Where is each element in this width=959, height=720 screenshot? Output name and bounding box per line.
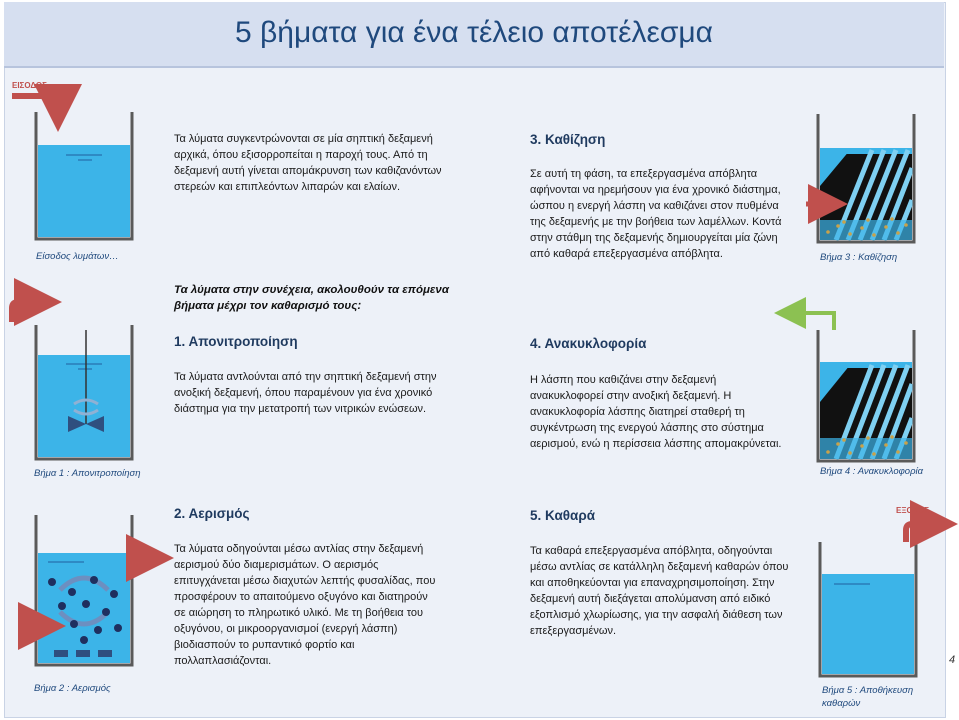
step4-description: Η λάσπη που καθιζάνει στην δεξαμενή ανακυκλοφορεί στην ανοξική δεξαμενή. Η ανακυκλοφορία λάσπης διατηρεί σταθερή τη συγκέντρωση της ενεργού λάσπης στο σύστημα αερισμού, ενώ η περίσσεια λάσπης απομακρύνεται. [530, 374, 782, 450]
step1-description: Τα λύματα αντλούνται από την σηπτική δεξαμενή στην ανοξική δεξαμενή, όπου παραμένουν για ένα χρονικό διάστημα για την μετατροπή των νιτρικών ενώσεων. [174, 371, 437, 415]
outlet-label: ΕΞΟΔΟΣ [896, 506, 930, 515]
inlet-label: ΕΙΣΟΔΟΣ [12, 81, 47, 90]
step1-heading: 1. Απονιτροποίηση [174, 334, 298, 349]
inlet-arrow [12, 96, 58, 108]
outlet-arrow [906, 524, 934, 542]
inlet-description: Τα λύματα συγκεντρώνονται σε μία σηπτική δεξαμενή αρχικά, όπου εξισορροπείται η παροχή τους. Από τη δεξαμενή αυτή γίνεται απομάκρυνση των καθιζανόντων στερεών και επιπλεόντων λιπαρών και ελαίων. [174, 133, 442, 193]
denitrification-tank [12, 302, 132, 459]
step5-heading: 5. Καθαρά [530, 508, 595, 523]
step5-description: Τα καθαρά επεξεργασμένα απόβλητα, οδηγούνται μέσω αντλίας σε κατάλληλη δεξαμενή καθαρών όπου και αποθηκεύονται για επαναχρησιμοποίηση. Στην δεξαμενή αυτή διεξάγεται απολύμανση από ειδικό εξοπλισμό χλωρίωσης, για την ασφαλή διάθεση των επεξεργασμένων. [530, 545, 789, 637]
step4-caption: Βήμα 4 : Ανακυκλοφορία [820, 466, 924, 477]
step5-caption: Βήμα 5 : Αποθήκευση καθαρών [822, 685, 914, 709]
step2-caption: Βήμα 2 : Αερισμός [34, 683, 111, 694]
clean-water-tank [820, 524, 934, 676]
step2-heading: 2. Αερισμός [174, 506, 250, 521]
recirculation-arrow [790, 313, 834, 330]
step3-caption: Βήμα 3 : Καθίζηση [820, 252, 898, 263]
page-number: 4 [949, 654, 956, 666]
inlet-tank [12, 96, 132, 239]
page-title: 5 βήματα για ένα τέλειο αποτέλεσμα [235, 16, 713, 49]
intro-text: Τα λύματα στην συνέχεια, ακολουθούν τα επόμενα βήματα μέχρι τον καθαρισμό τους: [174, 284, 449, 312]
step3-description: Σε αυτή τη φάση, τα επεξεργασμένα απόβλητα αφήνονται να ηρεμήσουν για ένα χρονικό διάστημα, ώσπου η ενεργή λάσπη να καθιζάνει στον πυθμένα της δεξαμενής με την βοήθεια των λαμέλλων. Κοντά στην στάθμη της δεξαμενής δημιουργείται μία ζώνη από καθαρά επεξεργασμένα απόβλητα. [530, 168, 782, 260]
step4-heading: 4. Ανακυκλοφορία [530, 336, 647, 351]
recirculation-tank [790, 313, 914, 461]
step2-description: Τα λύματα οδηγούνται μέσω αντλίας στην δεξαμενή αερισμού δύο διαμερισμάτων. Ο αερισμός επιτυγχάνεται μέσω διαχυτών λεπτής φυσαλίδας, που προσφέρουν το απαιτούμενο οξυγόνο και διατηρούν σε αιώρηση το πληρωτικό υλικό. Με τη βοήθεια του οξυγόνου, οι μικροοργανισμοί (ενεργή λάσπη) βιοδιασπούν το ρυπαντικό φορτίο και πολλαπλασιάζονται. [174, 543, 436, 667]
aeration-tank [18, 515, 150, 665]
step3-heading: 3. Καθίζηση [530, 132, 606, 147]
settling-tank [806, 114, 914, 242]
step1-caption: Βήμα 1 : Απονιτροποίηση [34, 468, 141, 479]
inlet-caption: Είσοδος λυμάτων… [36, 251, 119, 262]
pump-in-arrow [12, 302, 38, 322]
